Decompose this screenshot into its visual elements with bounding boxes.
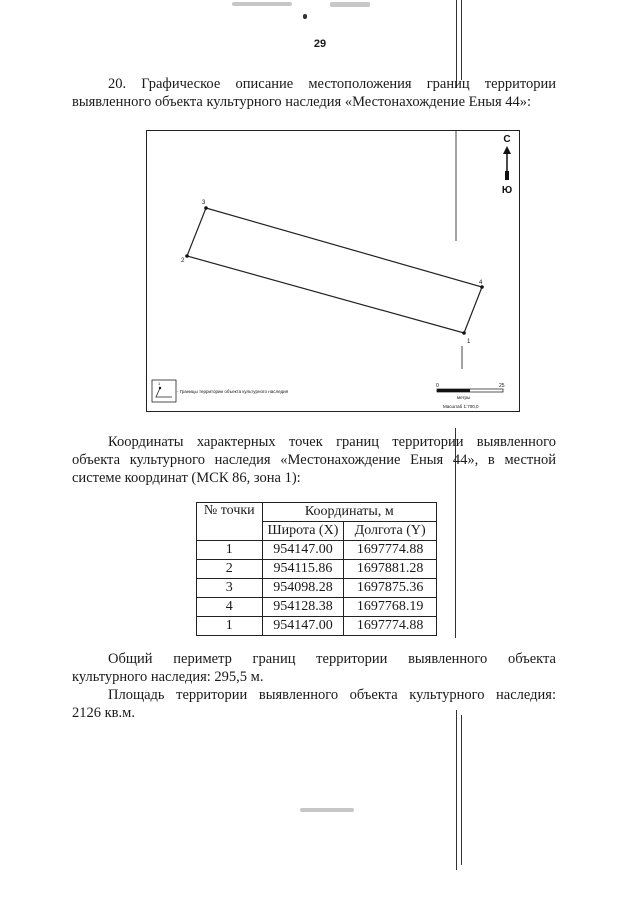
column-header-point: № точки — [197, 503, 263, 541]
cell-longitude: 1697881.28 — [344, 560, 437, 579]
table-header-row — [197, 503, 437, 522]
table-row — [197, 560, 437, 579]
cell-point: 1 — [197, 617, 263, 636]
cell-point: 2 — [197, 560, 263, 579]
scan-mark-top-right — [330, 2, 370, 7]
cell-latitude: 954128.38 — [262, 598, 344, 617]
point-label-4: 4 — [479, 280, 483, 286]
cell-point: 1 — [197, 541, 263, 560]
cell-longitude: 1697875.36 — [344, 579, 437, 598]
perimeter-line2: культурного наследия: 295,5 м. — [72, 669, 264, 685]
scan-vertical-line — [461, 715, 462, 865]
scale-bar-fill — [437, 389, 470, 392]
north-arrow-tail — [505, 171, 509, 180]
coordinates-intro: Координаты характерных точек границ территории выявленного объекта культурного наследия «Местонахождение Еныя 44», в местной системе координат (МСК 86, зона 1): — [72, 434, 556, 486]
scan-dot-top — [303, 14, 307, 19]
area-line2: 2126 кв.м. — [72, 705, 135, 721]
perimeter-word: периметр — [173, 651, 232, 667]
south-label: Ю — [501, 185, 513, 196]
perimeter-word: Общий — [108, 651, 153, 667]
boundary-point-3 — [204, 206, 208, 210]
perimeter-word: границ — [252, 651, 296, 667]
scale-units: метры — [457, 395, 471, 400]
legend-point-label: 1 — [158, 381, 161, 386]
area-line1: Площадь территории выявленного объекта культурного наследия: — [108, 687, 556, 703]
section-heading-line2: выявленного объекта культурного наследия «Местонахождение Еныя 44»: — [72, 94, 532, 110]
point-label-3: 3 — [202, 200, 206, 206]
perimeter-word: объекта — [507, 651, 556, 667]
scale-end-label: 25 — [499, 383, 505, 389]
column-header-longitude: Долгота (Y) — [344, 522, 437, 541]
perimeter-paragraph — [72, 650, 556, 686]
perimeter-line1 — [72, 650, 556, 668]
point-label-2: 2 — [181, 258, 185, 264]
cell-point: 3 — [197, 579, 263, 598]
scale-text: Масштаб 1:700,0 — [443, 404, 479, 409]
north-label: С — [503, 134, 511, 145]
legend-label: - Границы территории объекта культурного наследия — [177, 389, 289, 394]
area-paragraph — [72, 686, 556, 722]
cell-latitude: 954147.00 — [262, 541, 344, 560]
boundary-point-1 — [462, 331, 466, 335]
legend-boundary-line-icon — [156, 388, 172, 397]
cell-latitude: 954115.86 — [262, 560, 344, 579]
column-header-coordinates: Координаты, м — [262, 503, 436, 522]
point-label-1: 1 — [467, 339, 471, 345]
boundary-point-2 — [185, 254, 189, 258]
boundary-map-drawing — [147, 131, 519, 411]
table-row — [197, 579, 437, 598]
coordinates-table — [196, 502, 437, 636]
legend-point-icon — [159, 387, 161, 389]
section-heading-line1: 20. Графическое описание местоположения границ территории — [108, 76, 556, 92]
scan-mark-bottom — [300, 808, 354, 812]
boundary-map — [146, 130, 520, 412]
column-header-latitude: Широта (X) — [262, 522, 344, 541]
scan-vertical-line — [456, 710, 457, 870]
page-number: 29 — [313, 38, 327, 50]
cell-longitude: 1697768.19 — [344, 598, 437, 617]
legend-swatch — [152, 380, 176, 402]
territory-boundary-polygon — [187, 208, 482, 333]
table-row — [197, 541, 437, 560]
perimeter-word: территории — [316, 651, 388, 667]
cell-latitude: 954098.28 — [262, 579, 344, 598]
scale-start-label: 0 — [436, 383, 439, 389]
north-arrow-icon — [503, 146, 511, 154]
section-heading — [72, 75, 556, 111]
cell-latitude: 954147.00 — [262, 617, 344, 636]
scan-mark-top — [232, 2, 292, 6]
cell-longitude: 1697774.88 — [344, 617, 437, 636]
perimeter-word: выявленного — [408, 651, 488, 667]
table-row — [197, 598, 437, 617]
cell-point: 4 — [197, 598, 263, 617]
table-row — [197, 617, 437, 636]
cell-longitude: 1697774.88 — [344, 541, 437, 560]
